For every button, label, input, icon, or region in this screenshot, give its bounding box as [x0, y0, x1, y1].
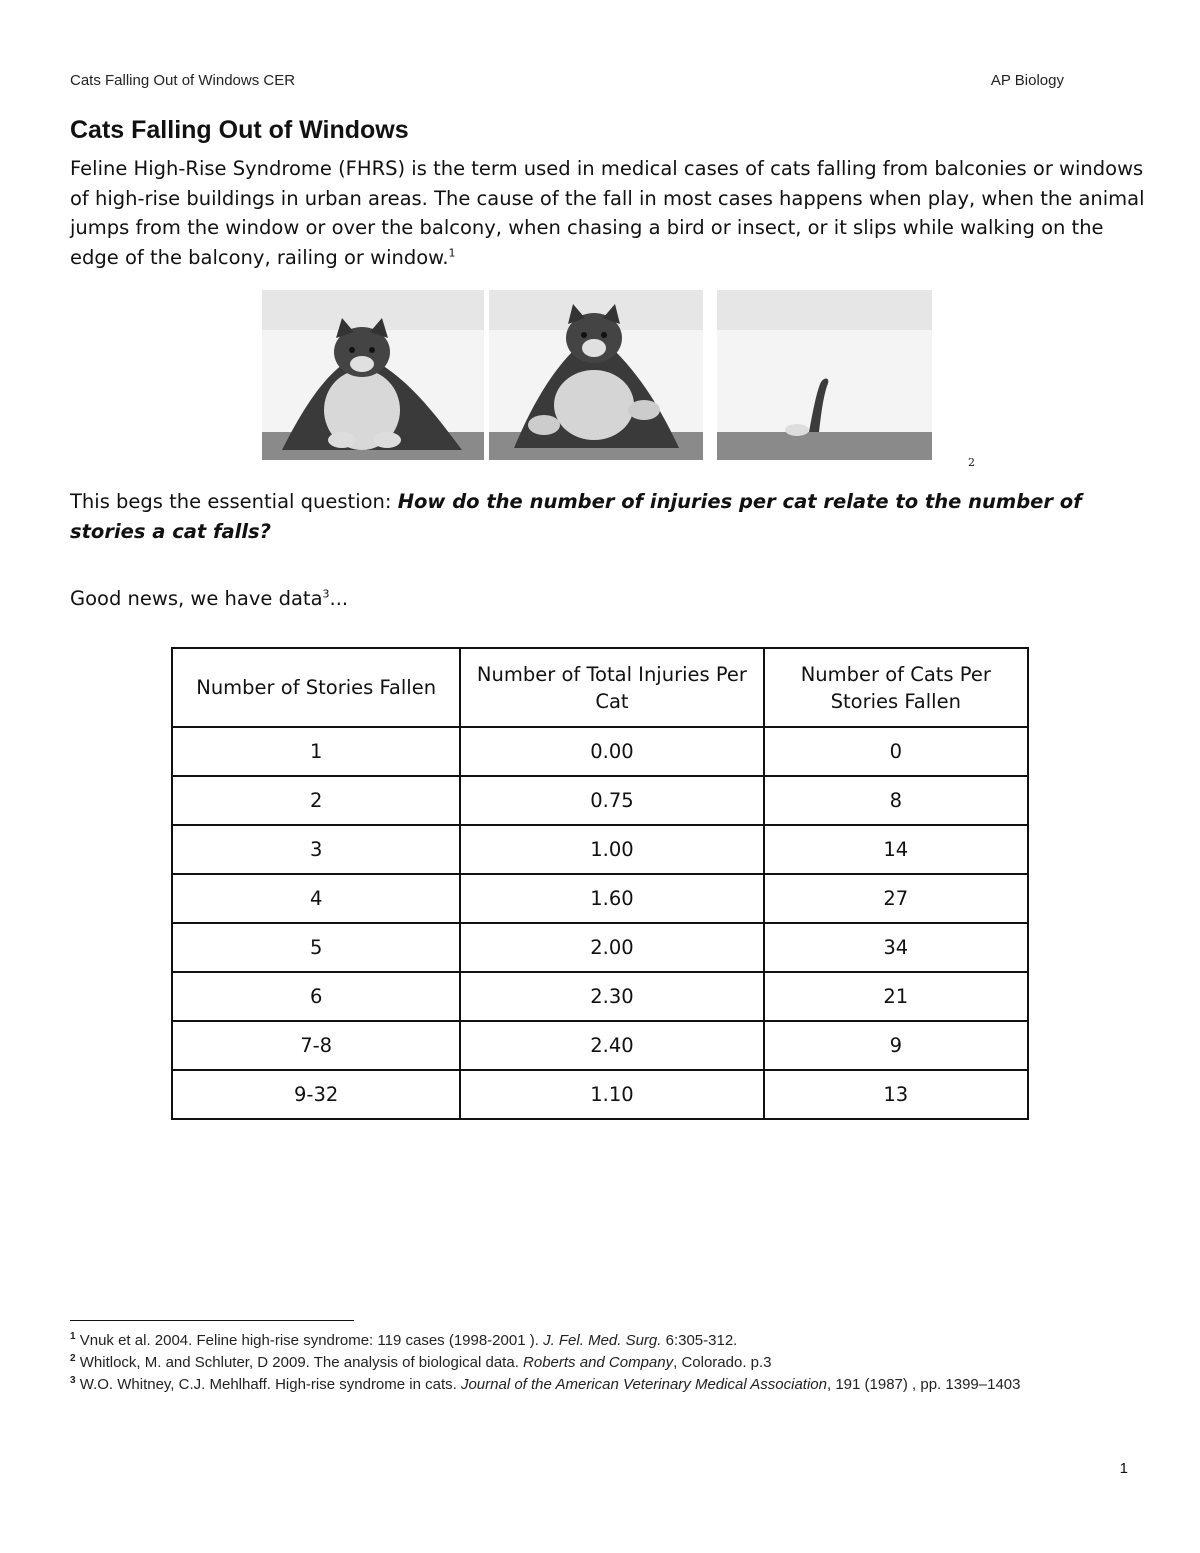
cat-tail-disappearing-photo	[717, 290, 932, 460]
table-cell: 8	[764, 776, 1028, 825]
table-cell: 2.40	[460, 1021, 763, 1070]
table-cell: 9	[764, 1021, 1028, 1070]
header-total-injuries: Number of Total Injuries Per Cat	[460, 648, 763, 727]
table-row	[172, 972, 1028, 1021]
table-cell: 9-32	[172, 1070, 460, 1119]
table-cell: 27	[764, 874, 1028, 923]
intro-footnote-ref: 1	[448, 246, 456, 259]
footnote-text-end: , Colorado. p.3	[673, 1354, 772, 1371]
data-intro	[70, 587, 348, 610]
table-cell: 7-8	[172, 1021, 460, 1070]
footnote-journal: J. Fel. Med. Surg.	[543, 1332, 662, 1349]
table-cell: 5	[172, 923, 460, 972]
page-number: 1	[1119, 1460, 1128, 1477]
header-cats-per-stories: Number of Cats Per Stories Fallen	[764, 648, 1028, 727]
header-course-name: AP Biology	[990, 72, 1064, 89]
news-ellipsis: ...	[329, 587, 349, 610]
table-row	[172, 727, 1028, 776]
injury-data-table	[171, 647, 1029, 1120]
footnote-text: W.O. Whitney, C.J. Mehlhaff. High-rise syndrome in cats.	[79, 1376, 461, 1393]
cat-sitting-photo	[262, 290, 484, 460]
table-row	[172, 1070, 1028, 1119]
footnotes	[70, 1330, 1130, 1396]
table-cell: 6	[172, 972, 460, 1021]
essential-question	[70, 487, 1150, 547]
table-cell: 2.00	[460, 923, 763, 972]
footnote-number: 2	[70, 1353, 76, 1364]
table-cell: 21	[764, 972, 1028, 1021]
footnote-publisher: Roberts and Company	[523, 1354, 674, 1371]
table-row	[172, 825, 1028, 874]
table-cell: 2.30	[460, 972, 763, 1021]
table-header-row	[172, 648, 1028, 727]
footnote-number: 1	[70, 1331, 76, 1342]
footnote-text: Whitlock, M. and Schluter, D 2009. The analysis of biological data.	[79, 1354, 524, 1371]
news-footnote-ref: 3	[322, 587, 330, 601]
table-cell: 1.10	[460, 1070, 763, 1119]
footnote-item	[70, 1374, 1130, 1396]
table-row	[172, 923, 1028, 972]
table-cell: 1.60	[460, 874, 763, 923]
table-cell: 1	[172, 727, 460, 776]
footnote-text: Vnuk et al. 2004. Feline high-rise syndrome: 119 cases (1998-2001 ).	[79, 1332, 544, 1349]
header-stories-fallen: Number of Stories Fallen	[172, 648, 460, 727]
table-cell: 1.00	[460, 825, 763, 874]
cat-jumping-photo	[489, 290, 703, 460]
table-cell: 14	[764, 825, 1028, 874]
footnote-journal: Journal of the American Veterinary Medical Association	[460, 1376, 827, 1393]
footnote-divider	[70, 1320, 354, 1321]
footnote-text-end: 6:305-312.	[661, 1332, 738, 1349]
table-cell: 0.00	[460, 727, 763, 776]
news-text: Good news, we have data	[70, 587, 323, 610]
table-cell: 0.75	[460, 776, 763, 825]
intro-paragraph	[70, 154, 1145, 272]
table-row	[172, 1021, 1028, 1070]
footnote-number: 3	[70, 1375, 76, 1386]
table-cell: 2	[172, 776, 460, 825]
table-cell: 3	[172, 825, 460, 874]
cat-photo-strip	[262, 290, 932, 460]
intro-text: Feline High-Rise Syndrome (FHRS) is the term used in medical cases of cats falling from balconies or windows of high-rise buildings in urban areas. The cause of the fall in most cases happens when play, when the animal jumps from the window or over the balcony, when chasing a bird or insect, or it slips while walking on the edge of the balcony, railing or window.	[70, 157, 1145, 269]
table-row	[172, 776, 1028, 825]
table-row	[172, 874, 1028, 923]
table-cell: 0	[764, 727, 1028, 776]
footnote-text-end: , 191 (1987) , pp. 1399–1403	[826, 1376, 1021, 1393]
question-lead: This begs the essential question:	[70, 490, 398, 513]
table-cell: 4	[172, 874, 460, 923]
table-cell: 13	[764, 1070, 1028, 1119]
page-title: Cats Falling Out of Windows	[70, 116, 409, 144]
figure-footnote-ref: 2	[968, 456, 975, 469]
footnote-item	[70, 1352, 1130, 1374]
footnote-item	[70, 1330, 1130, 1352]
header-document-title: Cats Falling Out of Windows CER	[70, 72, 296, 89]
table-cell: 34	[764, 923, 1028, 972]
question-emphasis: How do the number of injuries per cat relate to the number of stories a cat falls?	[70, 490, 1082, 543]
